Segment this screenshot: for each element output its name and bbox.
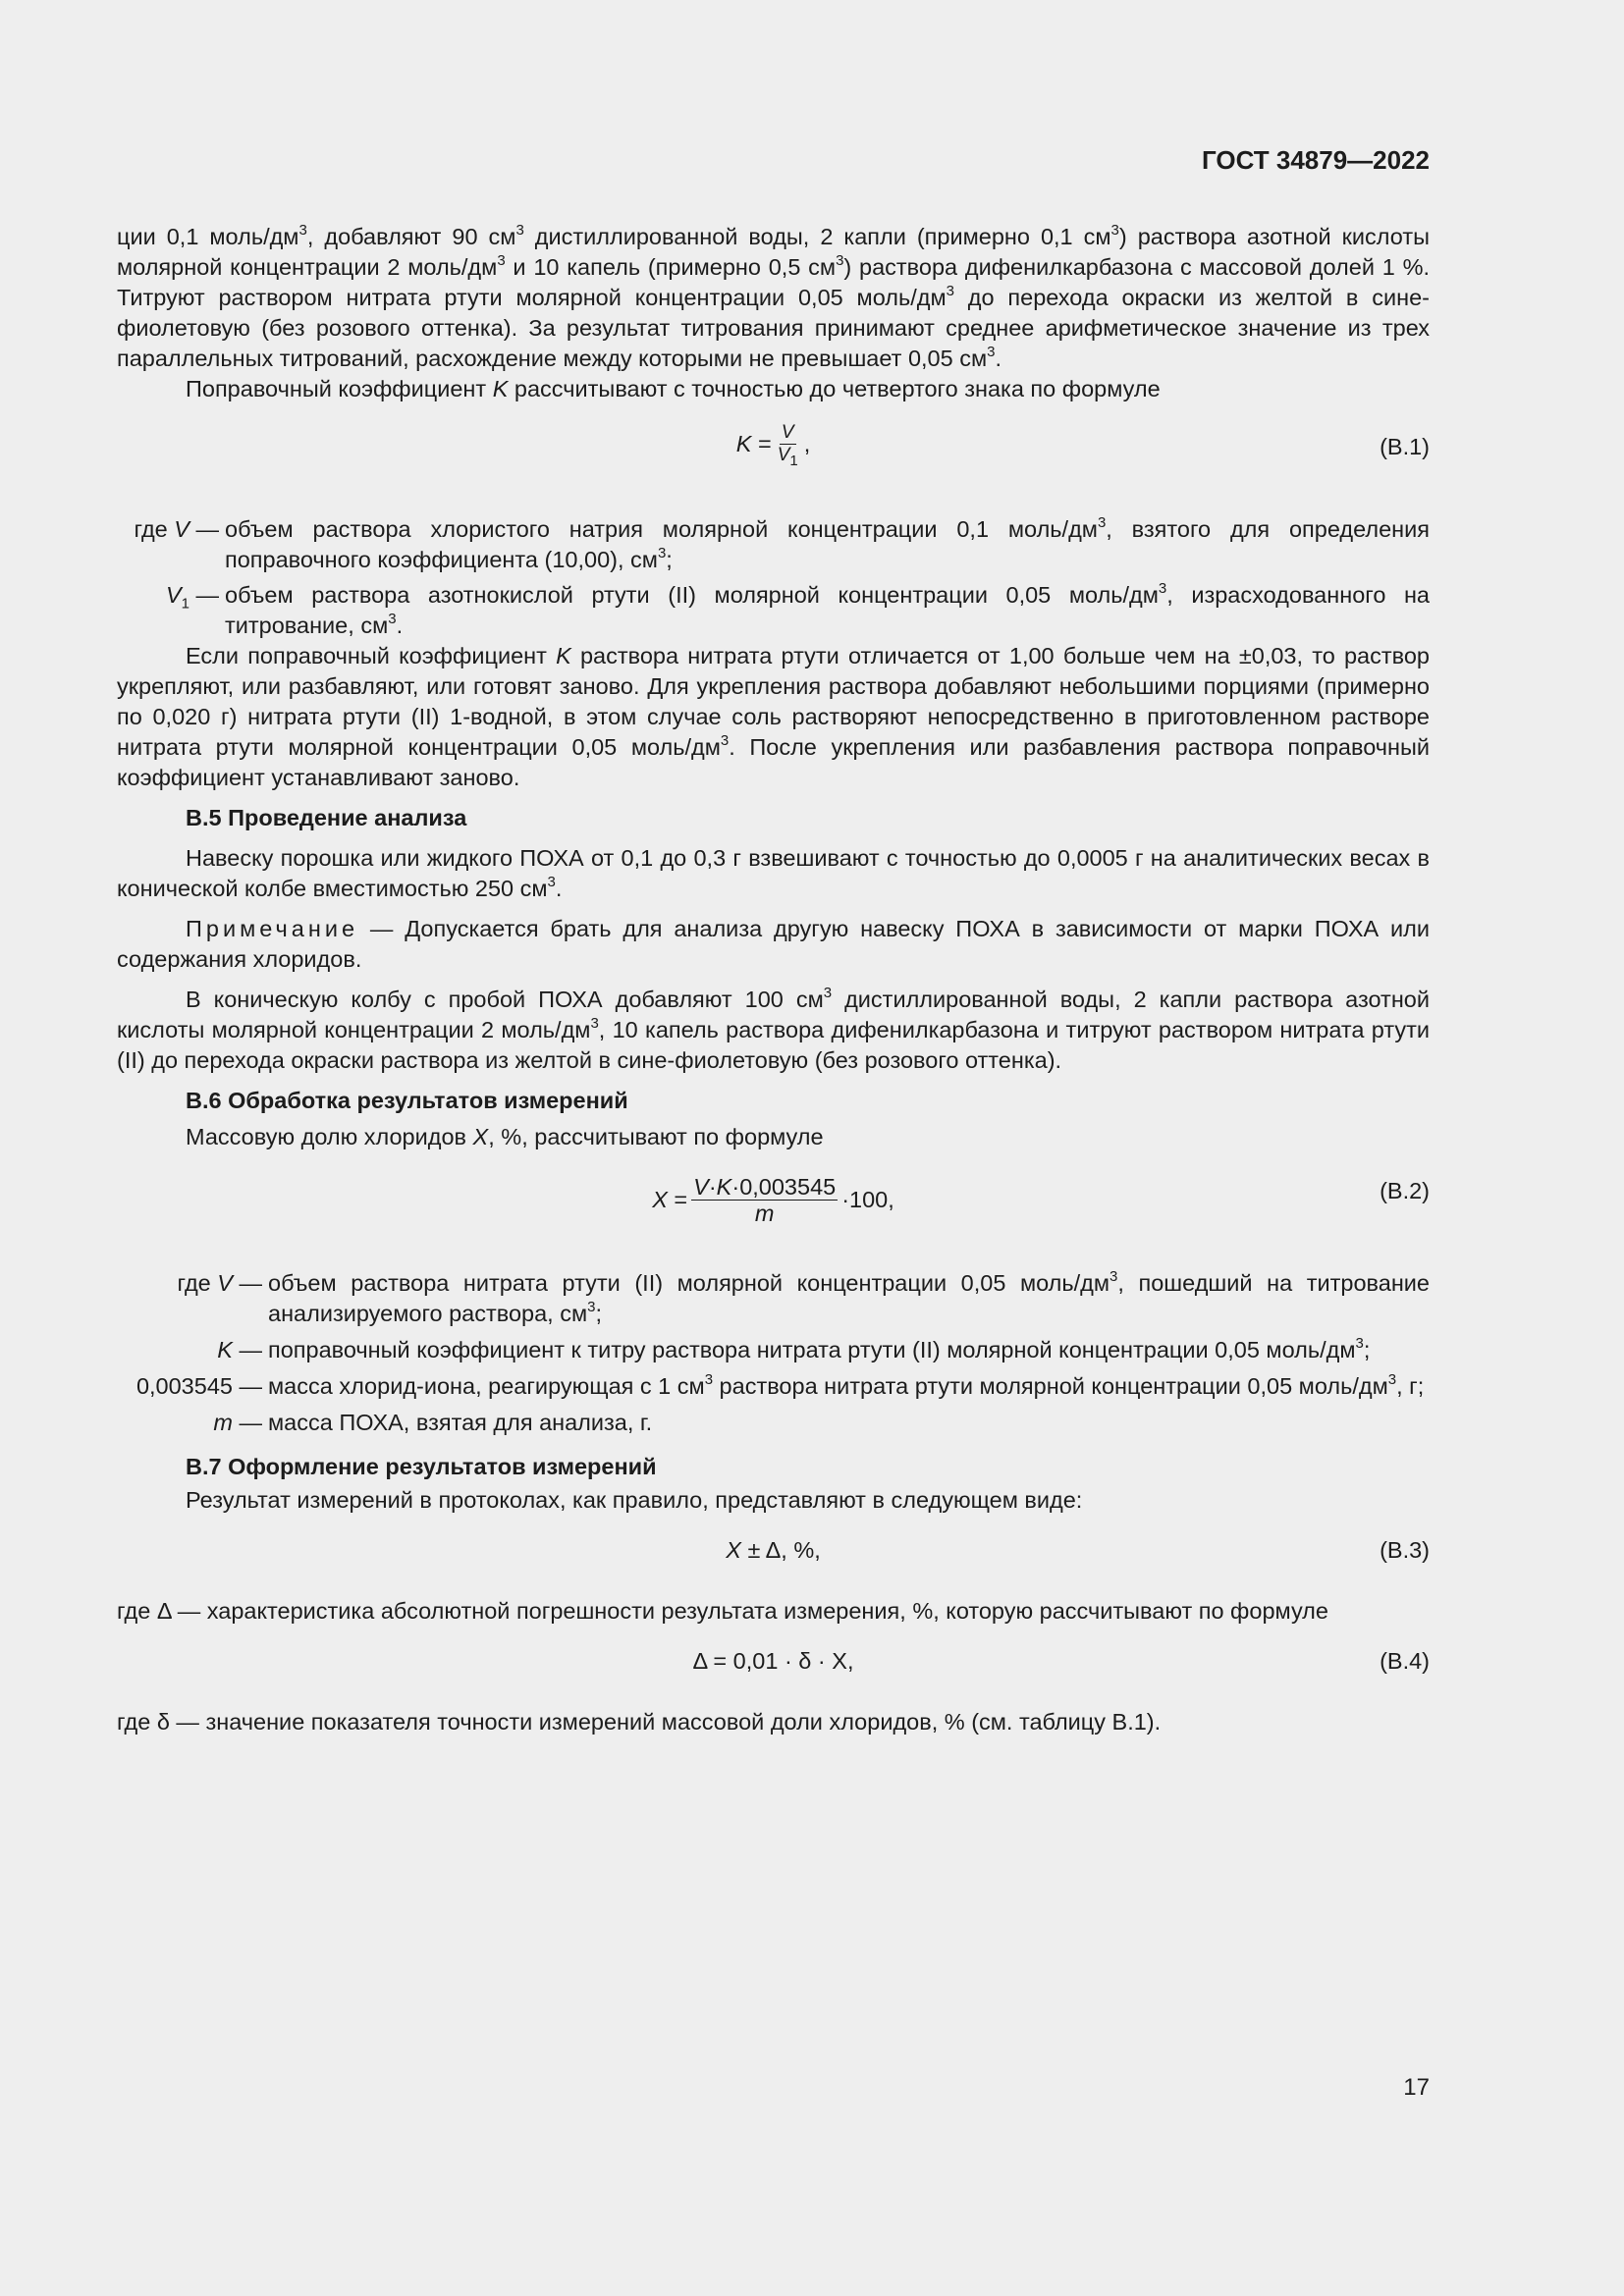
page-number: 17 (1403, 2074, 1430, 2101)
paragraph-delta-def: где Δ — характеристика абсолютной погрешности результата измерения, %, которую рассчитывают по формуле (117, 1598, 1328, 1624)
note-label: Примечание (186, 916, 359, 941)
paragraph-correction-coefficient: Поправочный коэффициент K рассчитывают с точностью до четвертого знака по формуле (186, 376, 1161, 401)
where2-term-mass: 0,003545 — (135, 1373, 262, 1399)
paragraph-mass-fraction: Массовую долю хлоридов X, %, рассчитывают по формуле (186, 1124, 824, 1149)
paragraph-coefficient-adjust: Если поправочный коэффициент K раствора нитрата ртути отличается от 1,00 больше чем на ±0,03, то раствор укрепляют, или разбавляют, или готовят заново. Для укрепления раствора добавляют небольшими порциями (примерно по 0,020 г) нитрата ртути (II) 1-водной, в этом случае соль растворяют непосредственно в приготовленном растворе нитрата ртути молярной концентрации 0,05 моль/$дм^3$. После укрепления или разбавления раствора поправочный коэффициент устанавливают заново. (117, 643, 1431, 790)
where-term-v1: $V_1$ — (165, 582, 219, 613)
formula-b2: X = $\frac{V\cdot K\cdot 0,003545}{m}$ ·100, (В.2) (652, 1174, 1430, 1226)
paragraph-result-form: Результат измерений в протоколах, как правило, представляют в следующем виде: (186, 1487, 1083, 1513)
document-header-id: ГОСТ 34879—2022 (1202, 145, 1430, 175)
formula-b3: X ± Δ, %, (В.3) (117, 1535, 1430, 1590)
where-def-v: объем раствора хлористого натрия молярной концентрации 0,1 моль/$дм^3$, взятого для определения поправочного коэффициента (10,00), $см^3$; (225, 514, 1430, 572)
document-body (117, 222, 1430, 1737)
formula-b1: K = $\frac{V}{V_1}$ , (В.1) (735, 422, 1430, 469)
paragraph-sample: Навеску порошка или жидкого ПОХА от 0,1 до 0,3 г взвешивают с точностью до 0,0005 г на аналитических весах в конической колбе вместимостью 250 $см^3$. (117, 845, 1430, 901)
where2-term-v: где V — (177, 1270, 262, 1296)
where-def-v1: объем раствора азотнокислой ртути (II) молярной концентрации 0,05 моль/$дм^3$, израсходованного на титрование, $см^3$. (225, 580, 1431, 638)
where2-term-k: K — (217, 1337, 262, 1362)
note: Примечание — Допускается брать для анализа другую навеску ПОХА в зависимости от марки ПОХА или содержания хлоридов. (117, 916, 1430, 972)
paragraph-titration: ции 0,1 моль/$дм^3$, добавляют 90 $см^3$ дистиллированной воды, 2 капли (примерно 0,1 $см^3$) раствора азотной кислоты молярной концентрации 2 моль/$дм^3$ и 10 капель (примерно 0,5 $см^3$) раствора дифенилкарбазона с массовой долей 1 %. Титруют раствором нитрата ртути молярной концентрации 0,05 моль/$дм^3$ до перехода окраски из желтой в сине-фиолетовую (без розового оттенка). За результат титрования принимают среднее арифметическое значение из трех параллельных титрований, расхождение между которыми не превышает 0,05 $см^3$. (117, 222, 1431, 371)
paragraph-delta-small-def: где δ — значение показателя точности измерений массовой доли хлоридов, % (см. таблицу В.1). (117, 1709, 1162, 1735)
section-b5-title: В.5 Проведение анализа (186, 805, 467, 830)
formula-b4-number: (В.4) (1380, 1648, 1430, 1674)
where-list-b1 (117, 514, 1430, 641)
where2-def-mass: масса хлорид-иона, реагирующая с 1 $см^3$ раствора нитрата ртути молярной концентрации 0,05 моль/$дм^3$, г; (268, 1371, 1425, 1399)
formula-b4: Δ = 0,01 · δ · X, (В.4) (117, 1646, 1430, 1701)
where-term-v: где V — (134, 516, 219, 542)
formula-b2-number: (В.2) (1380, 1178, 1430, 1203)
where-list-b2 (117, 1268, 1430, 1438)
paragraph-titrate-sample: В коническую колбу с пробой ПОХА добавляют 100 $см^3$ дистиллированной воды, 2 капли раствора азотной кислоты молярной концентрации 2 моль/$дм^3$, 10 капель раствора дифенилкарбазона и титруют раствором нитрата ртути (II) до перехода окраски раствора из желтой в сине-фиолетовую (без розового оттенка). (117, 985, 1430, 1073)
where2-def-m: масса ПОХА, взятая для анализа, г. (268, 1410, 653, 1435)
section-b7-title: В.7 Оформление результатов измерений (186, 1454, 657, 1479)
where2-def-v: объем раствора нитрата ртути (II) молярной концентрации 0,05 моль/$дм^3$, пошедший на титрование анализируемого раствора, $см^3$; (268, 1268, 1430, 1326)
where2-def-k: поправочный коэффициент к титру раствора нитрата ртути (II) молярной концентрации 0,05 моль/$дм^3$; (268, 1335, 1371, 1362)
section-b6-title: В.6 Обработка результатов измерений (186, 1088, 628, 1113)
formula-b3-number: (В.3) (1380, 1537, 1430, 1563)
where2-term-m: m — (213, 1410, 262, 1435)
formula-b1-number: (В.1) (1380, 434, 1430, 459)
